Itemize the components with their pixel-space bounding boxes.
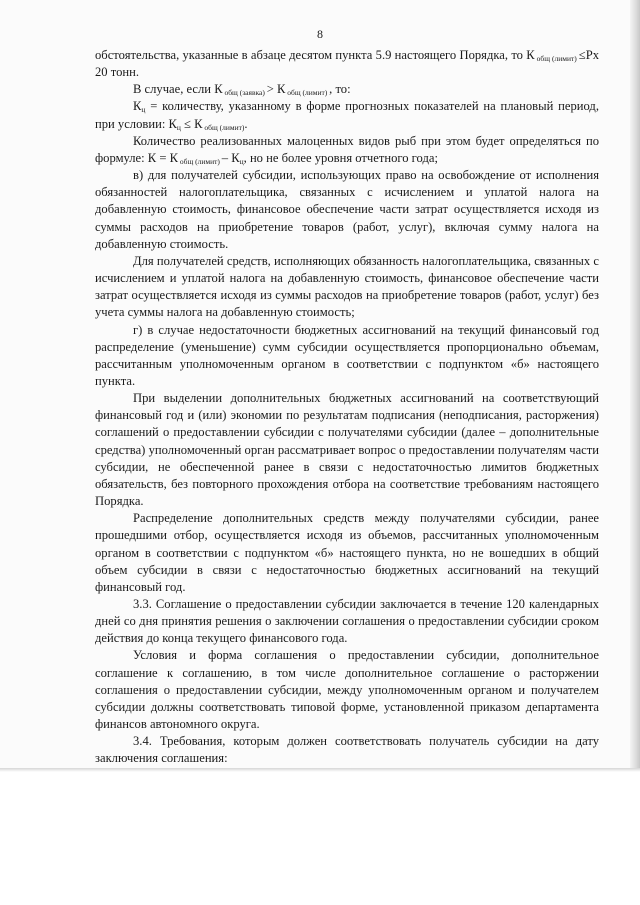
text-run: К: [133, 99, 142, 114]
subscript: ц: [239, 156, 244, 166]
text-run: = количеству, указанному в форме прогнозных показателей на плановый период, при условии: К: [95, 99, 599, 131]
text-run: 3.3. Соглашение о предоставлении субсидии заключается в течение 120 календарных дней со дня принятия решения о заключении соглашения о предоставлении субсидии сроком действия до конца текущего финансового года.: [95, 597, 599, 646]
subscript: общ (лимит): [285, 88, 330, 98]
text-run: В случае, если К: [133, 82, 223, 97]
document-body: [95, 47, 599, 768]
paragraph: [95, 98, 599, 132]
text-run: > К: [266, 82, 286, 97]
text-run: Условия и форма соглашения о предоставлении субсидии, дополнительное соглашение к соглашению, в том числе дополнительное соглашение о расторжении соглашения о предоставлении субсидии, между уполномоченным органом и получателем субсидии должны соответствовать типовой форме, установленной приказом департамента финансов автономного округа.: [95, 648, 599, 732]
paragraph: [95, 133, 599, 167]
subscript: ц: [176, 122, 181, 132]
paragraph: [95, 81, 599, 98]
text-run: 3.4. Требования, которым должен соответствовать получатель субсидии на дату заключения соглашения:: [95, 734, 599, 766]
page-number: 8: [317, 27, 323, 41]
paragraph: [95, 322, 599, 391]
text-run: в) для получателей субсидии, использующих право на освобождение от исполнения обязанностей налогоплательщика, связанных с исчислением и уплатой налога на добавленную стоимость, финансовое обеспечение части затрат осуществляется исходя из суммы расходов на приобретение товаров (работ, услуг), включая сумму налога на добавленную стоимость.: [95, 168, 599, 251]
text-run: ≤Рх 20 тонн.: [95, 48, 599, 80]
text-run: Количество реализованных малоценных видов рыб при этом будет определяться по формуле: К = К: [95, 133, 599, 165]
text-run: , то:: [329, 82, 351, 97]
paragraph: [95, 733, 599, 767]
paragraph: [95, 253, 599, 322]
subscript: общ (лимит): [534, 54, 579, 63]
text-run: Для получателей средств, исполняющих обязанность налогоплательщика, связанных с исчислением и уплатой налога на добавленную стоимость, финансовое обеспечение части затрат осуществляется исходя из суммы расходов на приобретение товаров (работ, услуг) без учета суммы налога на добавленную стоимость;: [95, 253, 599, 320]
subscript: общ (заявка): [222, 88, 267, 98]
text-run: – К: [221, 150, 240, 165]
text-run: .: [244, 116, 248, 131]
paragraph: [95, 510, 599, 596]
paragraph: [95, 596, 599, 647]
paragraph: [95, 167, 599, 253]
subscript: ц: [141, 105, 146, 115]
paragraph: [95, 47, 599, 81]
subscript: общ (лимит): [178, 156, 222, 166]
paragraph: [95, 647, 599, 733]
text-run: , но не более уровня отчетного года;: [243, 150, 438, 165]
text-run: г) в случае недостаточности бюджетных ассигнований на текущий финансовый год распределение (уменьшение) сумм субсидии осуществляется пропорционально объемам, рассчитанным уполномоченным органом в соответствии с подпунктом «б» настоящего пункта.: [95, 322, 599, 388]
text-run: обстоятельства, указанные в абзаце десятом пункта 5.9 настоящего Порядка, то К: [95, 48, 535, 62]
scan-bottom-edge: [0, 768, 640, 772]
paragraph: [95, 390, 599, 510]
text-run: ≤ К: [180, 116, 203, 131]
scan-shadow-edge: [630, 0, 640, 770]
subscript: общ (лимит): [202, 122, 245, 132]
text-run: При выделении дополнительных бюджетных ассигнований на соответствующий финансовый год и (или) экономии по результатам подписания (неподписания, расторжения) соглашений о предоставлении субсидии с получателями субсидии (далее – дополнительные средства) уполномоченный орган рассматривает вопрос о предоставлении получателям части субсидии, не обеспеченной ранее в связи с недостаточностью лимитов бюджетных обязательств, без повторного прохождения отбора на соответствие требованиям настоящего Порядка.: [95, 391, 599, 509]
text-run: Распределение дополнительных средств между получателями субсидии, ранее прошедшими отбор, осуществляется исходя из объемов, рассчитанных уполномоченным органом в соответствии с подпунктом «б» настоящего пункта, но не вошедших в общий объем субсидии в связи с недостаточностью бюджетных ассигнований на текущий финансовый год.: [95, 511, 599, 594]
